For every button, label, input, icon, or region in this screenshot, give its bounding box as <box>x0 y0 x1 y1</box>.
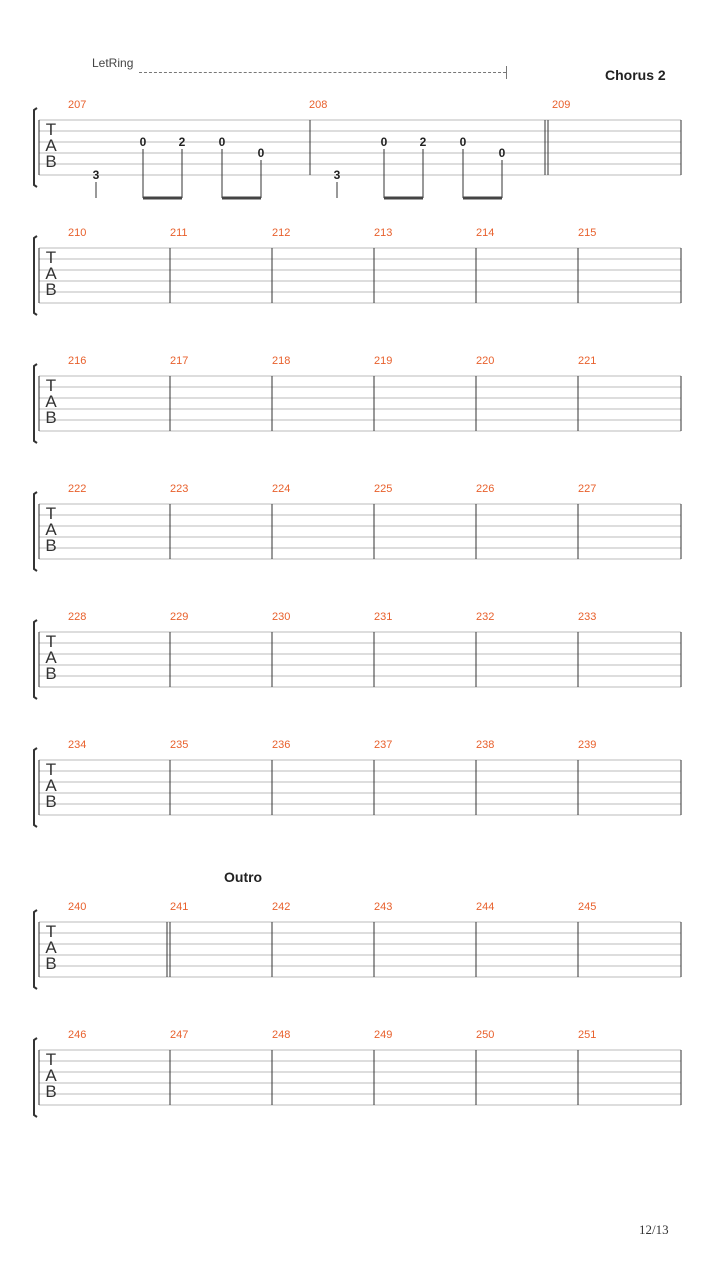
tab-clef-letter: B <box>45 792 57 811</box>
system-bracket <box>34 620 37 699</box>
tab-clef-letter: T <box>45 120 57 139</box>
tab-clef-letter: T <box>45 632 57 651</box>
fret-number: 0 <box>139 135 147 149</box>
measure-number: 249 <box>374 1029 393 1041</box>
measure-number: 242 <box>272 901 291 913</box>
measure-number: 221 <box>578 355 597 367</box>
measure-number: 208 <box>309 99 328 111</box>
fret-number: 0 <box>459 135 467 149</box>
measure-number: 226 <box>476 483 495 495</box>
measure-number: 213 <box>374 227 393 239</box>
tab-clef-letter: T <box>45 248 57 267</box>
tab-clef-letter: T <box>45 922 57 941</box>
measure-number: 219 <box>374 355 393 367</box>
section-label-chorus-2: Chorus 2 <box>605 67 666 83</box>
measure-number: 220 <box>476 355 495 367</box>
measure-number: 248 <box>272 1029 291 1041</box>
measure-number: 230 <box>272 611 291 623</box>
tab-clef-letter: A <box>45 776 57 795</box>
tab-clef-letter: B <box>45 536 57 555</box>
fret-number: 0 <box>380 135 388 149</box>
fret-number: 3 <box>92 168 100 182</box>
measure-number: 251 <box>578 1029 597 1041</box>
measure-number: 224 <box>272 483 291 495</box>
tab-clef-letter: B <box>45 152 57 171</box>
measure-number: 215 <box>578 227 597 239</box>
measure-number: 223 <box>170 483 189 495</box>
measure-number: 244 <box>476 901 495 913</box>
measure-number: 210 <box>68 227 87 239</box>
measure-number: 250 <box>476 1029 495 1041</box>
measure-number: 233 <box>578 611 597 623</box>
measure-number: 239 <box>578 739 597 751</box>
tab-clef-letter: B <box>45 408 57 427</box>
fret-number: 0 <box>218 135 226 149</box>
fret-number: 2 <box>419 135 427 149</box>
tab-clef-letter: A <box>45 392 57 411</box>
tab-clef-letter: T <box>45 760 57 779</box>
fret-number: 3 <box>333 168 341 182</box>
measure-number: 217 <box>170 355 189 367</box>
measure-number: 236 <box>272 739 291 751</box>
system-bracket <box>34 364 37 443</box>
system-bracket <box>34 748 37 827</box>
measure-number: 222 <box>68 483 87 495</box>
measure-number: 240 <box>68 901 87 913</box>
tab-clef-letter: B <box>45 954 57 973</box>
measure-number: 245 <box>578 901 597 913</box>
tab-clef-letter: A <box>45 520 57 539</box>
measure-number: 247 <box>170 1029 189 1041</box>
tab-clef-letter: T <box>45 376 57 395</box>
tab-clef-letter: B <box>45 280 57 299</box>
measure-number: 214 <box>476 227 495 239</box>
measure-number: 227 <box>578 483 597 495</box>
measure-number: 209 <box>552 99 571 111</box>
tab-clef-letter: A <box>45 136 57 155</box>
measure-number: 238 <box>476 739 495 751</box>
measure-number: 211 <box>170 227 188 239</box>
section-label-outro: Outro <box>224 869 263 885</box>
system-bracket <box>34 236 37 315</box>
measure-number: 232 <box>476 611 495 623</box>
measure-number: 241 <box>170 901 189 913</box>
fret-number: 0 <box>257 146 265 160</box>
measure-number: 228 <box>68 611 87 623</box>
system-bracket <box>34 1038 37 1117</box>
measure-number: 246 <box>68 1029 87 1041</box>
system-bracket <box>34 492 37 571</box>
tab-clef-letter: B <box>45 664 57 683</box>
tab-clef-letter: A <box>45 648 57 667</box>
measure-number: 216 <box>68 355 87 367</box>
tab-clef-letter: B <box>45 1082 57 1101</box>
measure-number: 237 <box>374 739 393 751</box>
measure-number: 231 <box>374 611 393 623</box>
tab-clef-letter: A <box>45 938 57 957</box>
measure-number: 243 <box>374 901 393 913</box>
page-number: 12/13 <box>639 1222 669 1237</box>
system-bracket <box>34 108 37 187</box>
tab-clef-letter: A <box>45 264 57 283</box>
measure-number: 234 <box>68 739 87 751</box>
tab-clef-letter: A <box>45 1066 57 1085</box>
let-ring-label: LetRing <box>92 56 134 70</box>
measure-number: 225 <box>374 483 393 495</box>
tab-clef-letter: T <box>45 504 57 523</box>
measure-number: 235 <box>170 739 189 751</box>
measure-number: 212 <box>272 227 291 239</box>
system-bracket <box>34 910 37 989</box>
fret-number: 2 <box>178 135 186 149</box>
tab-clef-letter: T <box>45 1050 57 1069</box>
measure-number: 218 <box>272 355 291 367</box>
fret-number: 0 <box>498 146 506 160</box>
measure-number: 229 <box>170 611 189 623</box>
measure-number: 207 <box>68 99 87 111</box>
